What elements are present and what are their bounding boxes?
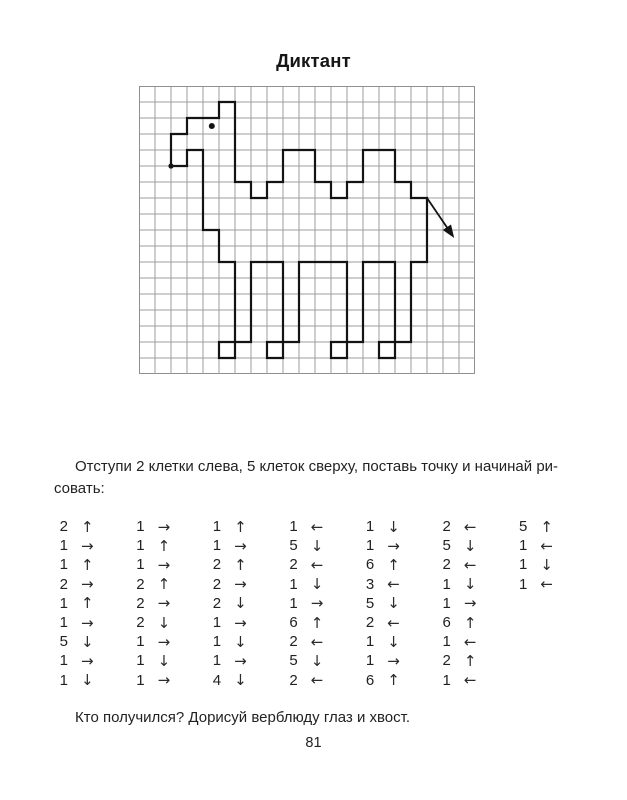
dictation-step [362, 575, 400, 594]
step-arrow-up-icon: ↑ [234, 517, 247, 536]
step-arrow-right-icon: → [157, 632, 171, 651]
step-count: 1 [59, 537, 68, 555]
step-count: 2 [442, 556, 451, 574]
dictation-step [362, 517, 400, 536]
dictation-step [133, 632, 171, 651]
step-arrow-down-icon: ↓ [234, 671, 247, 690]
dictation-step [439, 632, 477, 651]
start-point-dot [168, 163, 173, 168]
steps-column-2 [133, 517, 171, 690]
step-count: 5 [365, 594, 375, 612]
step-arrow-right-icon: → [463, 594, 477, 613]
step-count: 1 [365, 518, 375, 536]
dictation-step [439, 575, 477, 594]
dictation-step [439, 536, 477, 555]
step-arrow-right-icon: → [157, 671, 171, 690]
steps-column-5 [362, 517, 400, 690]
step-arrow-right-icon: → [310, 594, 324, 613]
step-arrow-right-icon: → [81, 651, 94, 670]
step-arrow-left-icon: ← [540, 536, 553, 555]
step-arrow-left-icon: ← [310, 671, 324, 690]
step-arrow-down-icon: ↓ [387, 632, 400, 651]
dictation-step [439, 555, 477, 574]
dictation-steps-table [56, 517, 553, 690]
step-count: 2 [136, 594, 145, 612]
step-arrow-right-icon: → [234, 651, 247, 670]
dictation-step [209, 517, 247, 536]
dictation-step [362, 632, 400, 651]
dictation-step [133, 575, 171, 594]
step-arrow-down-icon: ↓ [310, 536, 324, 555]
step-count: 6 [365, 556, 375, 574]
step-count: 6 [365, 671, 375, 689]
dictation-step [56, 671, 94, 690]
step-count: 1 [289, 518, 298, 536]
step-arrow-down-icon: ↓ [540, 555, 553, 574]
dictation-step [286, 594, 324, 613]
dictation-step [209, 651, 247, 670]
step-count: 1 [365, 633, 375, 651]
dictation-step [133, 594, 171, 613]
step-arrow-down-icon: ↓ [463, 536, 477, 555]
step-arrow-left-icon: ← [310, 632, 324, 651]
steps-column-6 [439, 517, 477, 690]
step-arrow-right-icon: → [81, 575, 94, 594]
step-count: 1 [136, 652, 145, 670]
step-count: 1 [59, 594, 68, 612]
camel-eye-dot [209, 123, 215, 129]
step-count: 2 [289, 556, 298, 574]
step-count: 1 [442, 671, 451, 689]
step-count: 1 [519, 556, 528, 574]
step-arrow-up-icon: ↑ [463, 613, 477, 632]
dictation-step [209, 613, 247, 632]
steps-column-3 [209, 517, 247, 690]
step-count: 5 [442, 537, 451, 555]
step-arrow-left-icon: ← [463, 632, 477, 651]
step-arrow-down-icon: ↓ [310, 651, 324, 670]
step-count: 2 [136, 614, 145, 632]
dictation-step [362, 651, 400, 670]
question-text: Кто получился? Дорисуй верблюду глаз и хвост. [75, 709, 411, 726]
step-arrow-left-icon: ← [540, 575, 553, 594]
step-arrow-right-icon: → [81, 613, 94, 632]
dictation-step [56, 632, 94, 651]
dictation-step [286, 632, 324, 651]
step-count: 1 [519, 575, 528, 593]
dictation-step [209, 671, 247, 690]
dictation-step [56, 555, 94, 574]
step-arrow-left-icon: ← [463, 555, 477, 574]
instructions-line-1: Отступи 2 клетки слева, 5 клеток сверху, поставь точку и начинай ри- [75, 458, 559, 475]
dictation-step [362, 536, 400, 555]
step-count: 5 [59, 633, 68, 651]
steps-column-7 [515, 517, 553, 690]
step-arrow-left-icon: ← [387, 613, 400, 632]
step-count: 3 [365, 575, 375, 593]
step-arrow-left-icon: ← [387, 575, 400, 594]
dictation-step [515, 536, 553, 555]
dictation-step [133, 651, 171, 670]
dictation-step [362, 555, 400, 574]
dictation-step [56, 536, 94, 555]
step-count: 2 [365, 614, 375, 632]
step-count: 1 [136, 537, 145, 555]
step-count: 1 [212, 537, 222, 555]
step-arrow-right-icon: → [387, 536, 400, 555]
dictation-step [209, 594, 247, 613]
step-count: 1 [212, 614, 222, 632]
step-count: 6 [442, 614, 451, 632]
step-arrow-up-icon: ↑ [81, 517, 94, 536]
step-arrow-right-icon: → [234, 613, 247, 632]
dictation-step [133, 536, 171, 555]
dictation-step [133, 517, 171, 536]
dictation-step [286, 555, 324, 574]
step-count: 2 [212, 556, 222, 574]
step-count: 1 [289, 594, 298, 612]
dictation-step [286, 613, 324, 632]
dictation-step [515, 517, 553, 536]
step-count: 1 [442, 575, 451, 593]
tail-arrowhead-icon [443, 224, 454, 238]
dictation-step [286, 517, 324, 536]
step-arrow-up-icon: ↑ [540, 517, 553, 536]
dictation-step [439, 671, 477, 690]
step-count: 1 [289, 575, 298, 593]
step-count: 2 [59, 518, 68, 536]
step-count: 1 [212, 633, 222, 651]
step-arrow-left-icon: ← [310, 517, 324, 536]
dictation-step [362, 594, 400, 613]
grid-lines [139, 86, 475, 374]
step-count: 1 [136, 518, 145, 536]
step-arrow-down-icon: ↓ [81, 671, 94, 690]
step-count: 1 [59, 671, 68, 689]
step-arrow-up-icon: ↑ [310, 613, 324, 632]
dictation-step [286, 671, 324, 690]
dictation-step [56, 575, 94, 594]
dictation-step [439, 613, 477, 632]
step-count: 2 [442, 652, 451, 670]
step-count: 2 [212, 575, 222, 593]
step-arrow-right-icon: → [234, 536, 247, 555]
step-count: 1 [59, 614, 68, 632]
step-arrow-up-icon: ↑ [463, 651, 477, 670]
dictation-step [209, 575, 247, 594]
step-arrow-up-icon: ↑ [234, 555, 247, 574]
dictation-step [286, 651, 324, 670]
step-arrow-down-icon: ↓ [463, 575, 477, 594]
step-count: 1 [365, 652, 375, 670]
step-count: 1 [136, 633, 145, 651]
steps-column-4 [286, 517, 324, 690]
dictation-step [362, 671, 400, 690]
dictation-step [56, 613, 94, 632]
step-count: 1 [59, 652, 68, 670]
grid-drawing [139, 86, 475, 374]
step-arrow-down-icon: ↓ [234, 632, 247, 651]
instructions-line-2: совать: [54, 480, 105, 497]
dictation-step [515, 575, 553, 594]
dictation-step [439, 594, 477, 613]
step-arrow-right-icon: → [157, 555, 171, 574]
step-count: 2 [136, 575, 145, 593]
step-count: 1 [136, 556, 145, 574]
step-count: 1 [365, 537, 375, 555]
step-arrow-down-icon: ↓ [157, 613, 171, 632]
step-arrow-right-icon: → [157, 594, 171, 613]
step-count: 2 [212, 594, 222, 612]
step-arrow-up-icon: ↑ [387, 555, 400, 574]
step-count: 2 [289, 671, 298, 689]
dictation-step [209, 536, 247, 555]
step-count: 1 [442, 633, 451, 651]
dictation-step [515, 555, 553, 574]
step-arrow-right-icon: → [234, 575, 247, 594]
step-count: 5 [289, 537, 298, 555]
step-arrow-down-icon: ↓ [387, 517, 400, 536]
dictation-step [56, 594, 94, 613]
step-arrow-down-icon: ↓ [234, 594, 247, 613]
step-count: 2 [59, 575, 68, 593]
dictation-step [133, 555, 171, 574]
step-arrow-right-icon: → [81, 536, 94, 555]
step-arrow-down-icon: ↓ [387, 594, 400, 613]
step-count: 1 [519, 537, 528, 555]
step-arrow-down-icon: ↓ [157, 651, 171, 670]
step-arrow-left-icon: ← [463, 517, 477, 536]
step-arrow-up-icon: ↑ [81, 594, 94, 613]
step-arrow-up-icon: ↑ [387, 671, 400, 690]
dictation-step [439, 517, 477, 536]
dictation-step [56, 517, 94, 536]
step-arrow-right-icon: → [157, 517, 171, 536]
dictation-step [133, 671, 171, 690]
step-count: 2 [289, 633, 298, 651]
dictation-step [209, 555, 247, 574]
page-number: 81 [305, 735, 322, 751]
instructions-text [54, 456, 582, 500]
step-arrow-up-icon: ↑ [157, 536, 171, 555]
step-count: 6 [289, 614, 298, 632]
step-count: 4 [212, 671, 222, 689]
step-count: 1 [212, 652, 222, 670]
dictation-step [56, 651, 94, 670]
step-arrow-down-icon: ↓ [81, 632, 94, 651]
step-arrow-left-icon: ← [463, 671, 477, 690]
step-arrow-up-icon: ↑ [157, 575, 171, 594]
step-arrow-up-icon: ↑ [81, 555, 94, 574]
page-title: Диктант [276, 50, 351, 71]
step-count: 5 [519, 518, 528, 536]
step-arrow-right-icon: → [387, 651, 400, 670]
dictation-step [209, 632, 247, 651]
steps-column-1 [56, 517, 94, 690]
dictation-step [286, 536, 324, 555]
dictation-step [439, 651, 477, 670]
dictation-step [286, 575, 324, 594]
dictation-grid-figure [139, 86, 475, 374]
step-count: 5 [289, 652, 298, 670]
dictation-step [133, 613, 171, 632]
step-arrow-down-icon: ↓ [310, 575, 324, 594]
step-arrow-left-icon: ← [310, 555, 324, 574]
step-count: 1 [212, 518, 222, 536]
dictation-step [362, 613, 400, 632]
step-count: 1 [442, 594, 451, 612]
step-count: 1 [59, 556, 68, 574]
step-count: 1 [136, 671, 145, 689]
step-count: 2 [442, 518, 451, 536]
